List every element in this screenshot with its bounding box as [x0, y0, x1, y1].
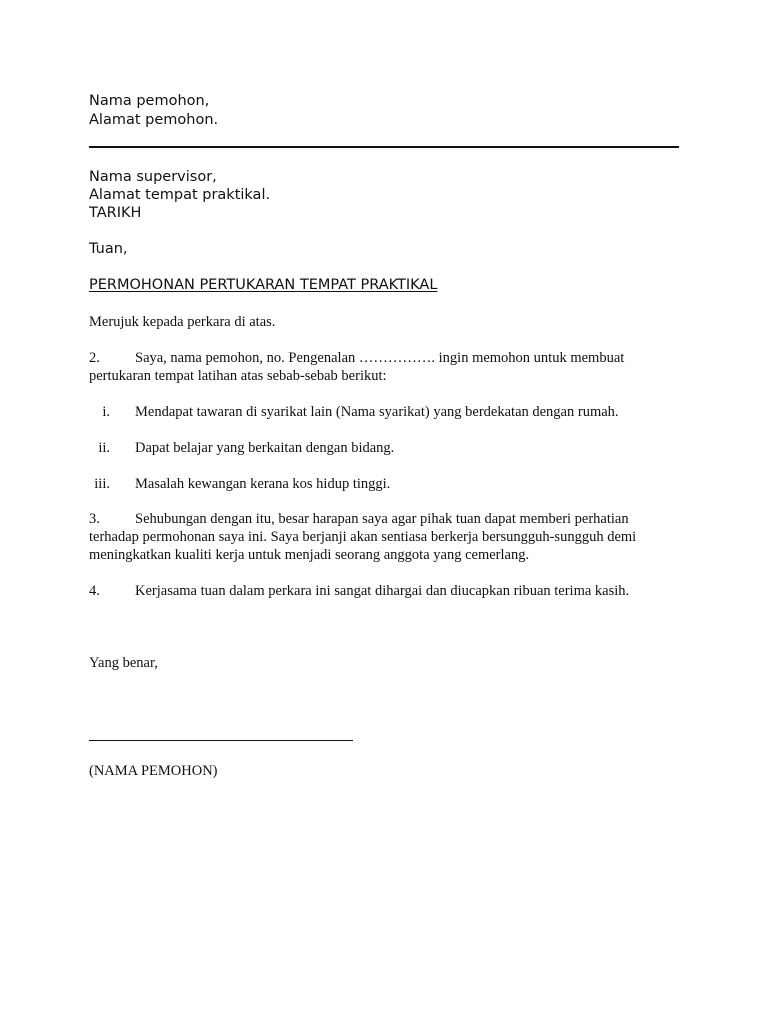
recipient-address: Alamat tempat praktikal.: [89, 187, 271, 203]
para2-line1: Saya, nama pemohon, no. Pengenalan ……………. ingin memohon untuk membuat: [135, 350, 625, 366]
reason-1-text: Mendapat tawaran di syarikat lain (Nama syarikat) yang berdekatan dengan rumah.: [135, 404, 619, 420]
para3-line3: meningkatkan kualiti kerja untuk menjadi seorang anggota yang cemerlang.: [89, 547, 530, 563]
header-divider: [89, 146, 679, 148]
reason-3-text: Masalah kewangan kerana kos hidup tinggi.: [135, 476, 391, 492]
reason-3-number: iii.: [94, 476, 110, 492]
para4-number: 4.: [89, 583, 100, 599]
para3-number: 3.: [89, 511, 100, 527]
para2-number: 2.: [89, 350, 100, 366]
salutation: Tuan,: [89, 241, 128, 257]
opening-line: Merujuk kepada perkara di atas.: [89, 314, 276, 330]
reason-2-number: ii.: [98, 440, 110, 456]
recipient-name: Nama supervisor,: [89, 169, 217, 185]
signature-line: [89, 740, 353, 741]
para2-line2: pertukaran tempat latihan atas sebab-sebab berikut:: [89, 368, 387, 384]
letter-date: TARIKH: [89, 205, 142, 221]
subject-heading: PERMOHONAN PERTUKARAN TEMPAT PRAKTIKAL: [89, 277, 438, 293]
sender-name: Nama pemohon,: [89, 93, 210, 109]
sender-address: Alamat pemohon.: [89, 112, 219, 128]
reason-2-text: Dapat belajar yang berkaitan dengan bidang.: [135, 440, 395, 456]
para3-line2: terhadap permohonan saya ini. Saya berjanji akan sentiasa berkerja bersungguh-sungguh demi: [89, 529, 637, 545]
signature-name: (NAMA PEMOHON): [89, 763, 218, 779]
reason-1-number: i.: [102, 404, 110, 420]
para4-line1: Kerjasama tuan dalam perkara ini sangat dihargai dan diucapkan ribuan terima kasih.: [135, 583, 630, 599]
para3-line1: Sehubungan dengan itu, besar harapan saya agar pihak tuan dapat memberi perhatian: [135, 511, 629, 527]
closing-line: Yang benar,: [89, 655, 158, 671]
